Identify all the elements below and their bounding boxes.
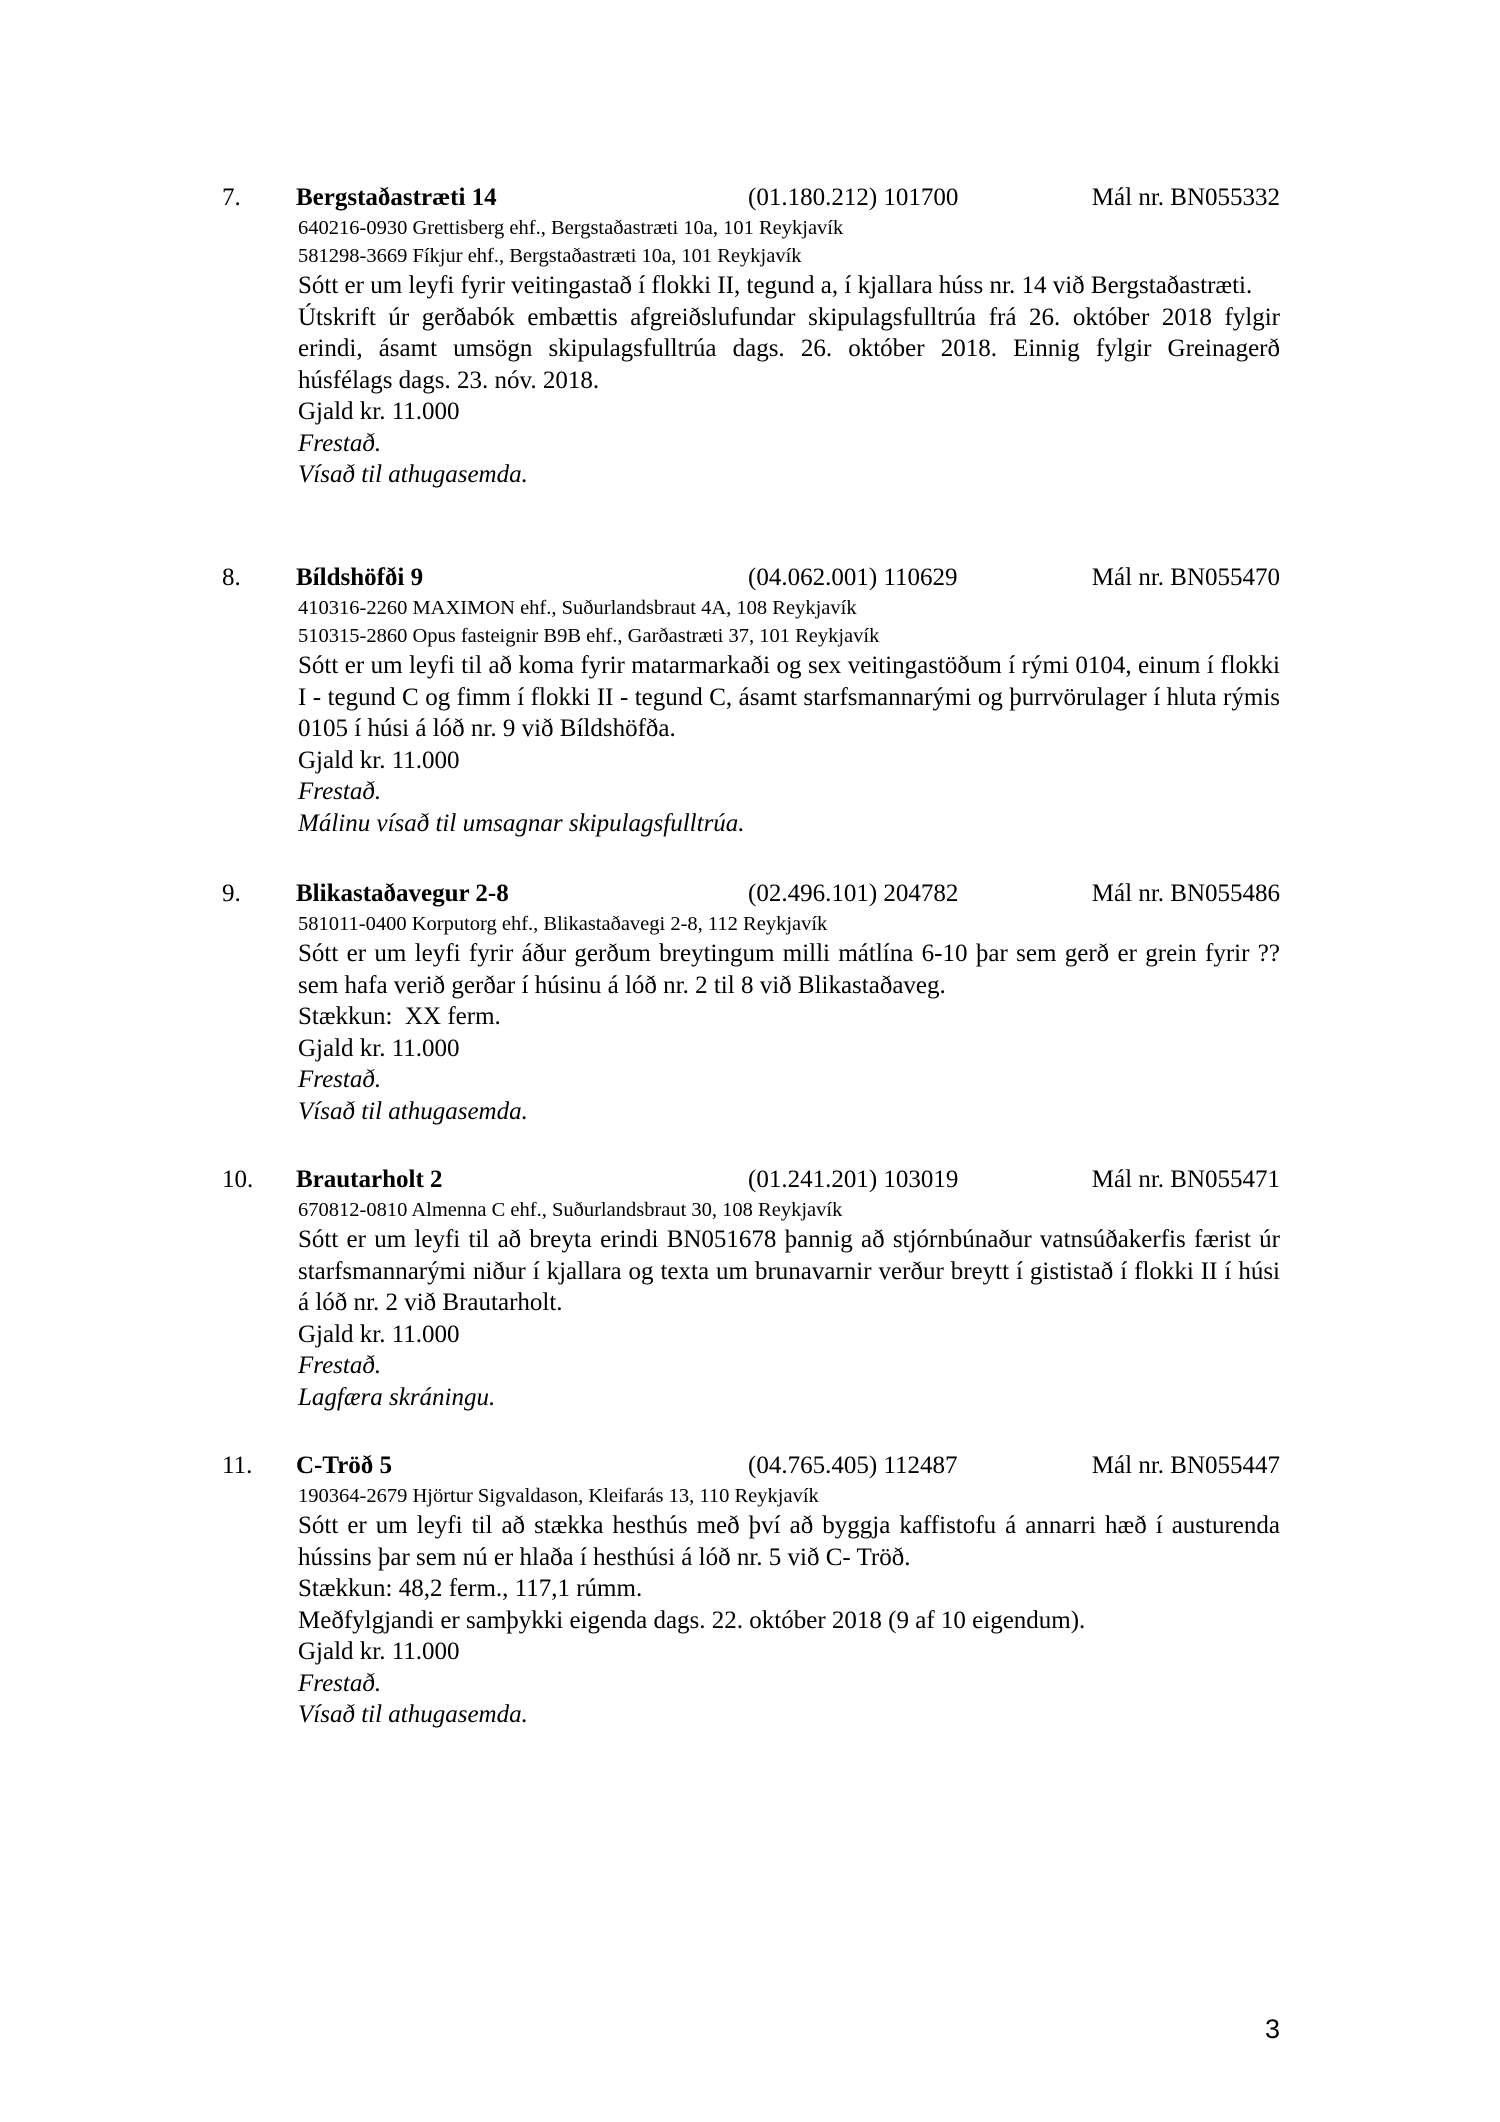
entry-owner: 190364-2679 Hjörtur Sigvaldason, Kleifarás 13, 110 Reykjavík	[298, 1485, 819, 1507]
case-entry-9	[0, 878, 1500, 1127]
entry-reference: (01.241.201) 103019	[748, 1166, 959, 1193]
entry-description: Sótt er um leyfi til að koma fyrir matarmarkaði og sex veitingastöðum í rými 0104, einum í flokki I - tegund C og fimm í flokki II - tegund C, ásamt starfsmannarými og þurrvörulager í hluta rýmis 0105 í húsi á lóð nr. 9 við Bíldshöfða.	[298, 652, 1280, 742]
entry-address: Bergstaðastræti 14	[296, 184, 497, 211]
entry-number: 9.	[222, 880, 241, 907]
entry-extra: Stækkun: 48,2 ferm., 117,1 rúmm.	[298, 1575, 643, 1602]
entry-description: Sótt er um leyfi til að stækka hesthús með því að byggja kaffistofu á annarri hæð í austurenda hússins þar sem nú er hlaða í hesthúsi á lóð nr. 5 við C- Tröð.	[298, 1512, 1280, 1571]
entry-address: C-Tröð 5	[296, 1452, 393, 1479]
entry-body	[298, 1482, 1280, 1731]
entry-header	[0, 1164, 1500, 1196]
entry-status: Frestað.	[298, 429, 382, 457]
entry-note: Vísað til athugasemda.	[298, 1701, 528, 1728]
entry-owner: 510315-2860 Opus fasteignir B9B ehf., Garðastræti 37, 101 Reykjavík	[298, 625, 880, 647]
entry-fee: Gjald kr. 11.000	[298, 1320, 460, 1348]
entry-address: Bíldshöfði 9	[296, 564, 424, 591]
entry-number: 10.	[222, 1166, 254, 1193]
entry-fee: Gjald kr. 11.000	[298, 1638, 460, 1665]
entry-description: Sótt er um leyfi fyrir áður gerðum breytingum milli mátlína 6-10 þar sem gerð er grein fyrir ?? sem hafa verið gerðar í húsinu á lóð nr. 2 til 8 við Blikastaðaveg.	[298, 940, 1280, 999]
entry-body	[298, 214, 1280, 491]
entry-header	[0, 1450, 1500, 1482]
entry-case-number: Mál nr. BN055470	[1091, 564, 1280, 591]
entry-extra: Meðfylgjandi er samþykki eigenda dags. 22. október 2018 (9 af 10 eigendum).	[298, 1606, 1086, 1634]
case-entry-8	[0, 562, 1500, 839]
entry-reference: (01.180.212) 101700	[748, 184, 959, 211]
case-entry-10	[0, 1164, 1500, 1413]
case-entry-11	[0, 1450, 1500, 1731]
entry-body	[298, 1196, 1280, 1413]
entry-reference: (02.496.101) 204782	[748, 880, 959, 907]
case-entry-7	[0, 182, 1500, 491]
entry-note: Málinu vísað til umsagnar skipulagsfulltrúa.	[298, 809, 745, 837]
entry-owner: 640216-0930 Grettisberg ehf., Bergstaðastræti 10a, 101 Reykjavík	[298, 217, 844, 239]
entry-reference: (04.062.001) 110629	[748, 564, 958, 591]
entry-note: Lagfæra skráningu.	[298, 1383, 496, 1411]
entry-status: Frestað.	[298, 778, 382, 805]
entry-owner: 670812-0810 Almenna C ehf., Suðurlandsbraut 30, 108 Reykjavík	[298, 1199, 843, 1221]
entry-header	[0, 562, 1500, 594]
entry-case-number: Mál nr. BN055486	[1091, 880, 1280, 907]
entry-address: Blikastaðavegur 2-8	[296, 880, 509, 907]
entry-owner: 410316-2260 MAXIMON ehf., Suðurlandsbraut 4A, 108 Reykjavík	[298, 597, 857, 619]
entry-fee: Gjald kr. 11.000	[298, 1034, 460, 1062]
entry-owner: 581011-0400 Korputorg ehf., Blikastaðavegi 2-8, 112 Reykjavík	[298, 913, 828, 935]
entry-header	[0, 182, 1500, 214]
entry-number: 8.	[222, 564, 241, 591]
entry-address: Brautarholt 2	[296, 1166, 443, 1193]
entry-description: Sótt er um leyfi til að breyta erindi BN051678 þannig að stjórnbúnaður vatnsúðakerfis færist úr starfsmannarými niður í kjallara og texta um brunavarnir verður breytt í gististað í flokki II í húsi á lóð nr. 2 við Brautarholt.	[298, 1226, 1280, 1316]
entry-header	[0, 878, 1500, 910]
entry-status: Frestað.	[298, 1669, 382, 1697]
entry-note: Vísað til athugasemda.	[298, 1097, 528, 1125]
entry-note: Vísað til athugasemda.	[298, 461, 528, 488]
entry-case-number: Mál nr. BN055447	[1091, 1452, 1280, 1479]
entry-case-number: Mál nr. BN055332	[1091, 184, 1280, 211]
entry-description: Sótt er um leyfi fyrir veitingastað í flokki II, tegund a, í kjallara húss nr. 14 við Bergstaðastræti.	[298, 272, 1253, 299]
entry-case-number: Mál nr. BN055471	[1091, 1166, 1280, 1193]
entry-extra: Útskrift úr gerðabók embættis afgreiðslufundar skipulagsfulltrúa frá 26. október 2018 fylgir erindi, ásamt umsögn skipulagsfulltrúa dags. 26. október 2018. Einnig fylgir Greinagerð húsfélags dags. 23. nóv. 2018.	[298, 303, 1280, 394]
entry-number: 7.	[222, 184, 241, 211]
entry-body	[298, 910, 1280, 1127]
entry-number: 11.	[222, 1452, 253, 1479]
entry-status: Frestað.	[298, 1352, 382, 1379]
entry-status: Frestað.	[298, 1066, 382, 1093]
entry-extra: Stækkun: XX ferm.	[298, 1003, 501, 1030]
entry-body	[298, 594, 1280, 839]
entry-reference: (04.765.405) 112487	[748, 1452, 958, 1479]
entry-fee: Gjald kr. 11.000	[298, 746, 460, 774]
page-number: 3	[1264, 2014, 1280, 2044]
entry-owner: 581298-3669 Fíkjur ehf., Bergstaðastræti 10a, 101 Reykjavík	[298, 245, 802, 267]
entry-fee: Gjald kr. 11.000	[298, 398, 460, 425]
